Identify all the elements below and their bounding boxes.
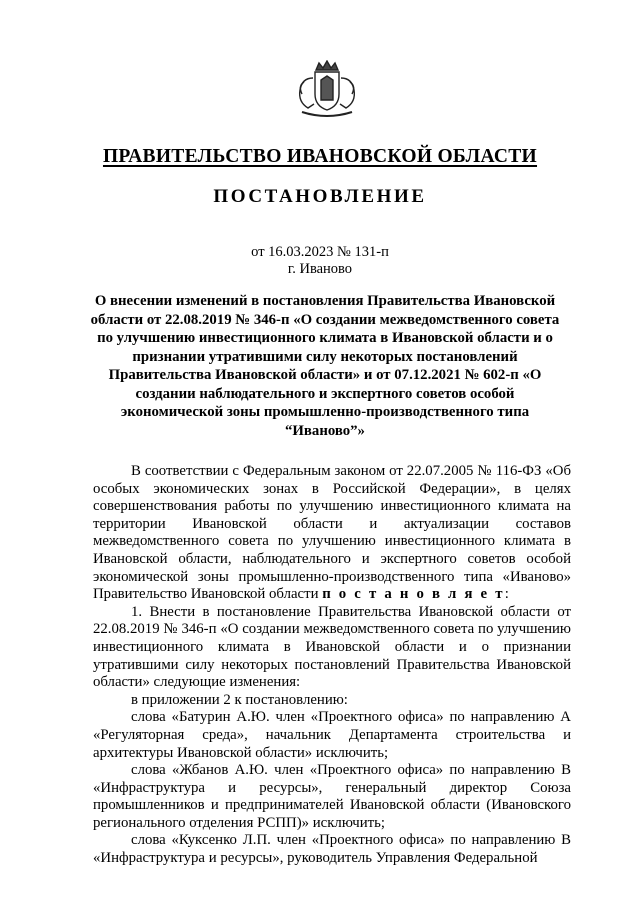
item-1-paragraph: 1. Внести в постановление Правительства Ивановской области от 22.08.2019 № 346-п «О создании межведомственного совета по улучшению инвестиционного климата в Ивановской области и о признании утратившими силу некоторых постановлений Правительства Ивановской области» следующие изменения: xyxy=(93,603,571,691)
preamble-text: В соответствии с Федеральным законом от 22.07.2005 № 116-ФЗ «Об особых экономических зонах в Российской Федерации», в целях совершенствования работы по улучшению инвестиционного климата на территории Ивановской области и актуализации составов межведомственного совета по улучшению инвестиционного климата в Ивановской области, наблюдательного и экспертного советов особой экономической зоны промышленно-производственного типа «Иваново» Правительство Ивановской области xyxy=(93,463,571,603)
change-1-paragraph: слова «Батурин А.Ю. член «Проектного офиса» по направлению А «Регуляторная среда», начальник Департамента строительства и архитектуры Ивановской области» исключить; xyxy=(93,709,571,761)
decree-colon: : xyxy=(504,586,509,603)
item-1-sub-paragraph: в приложении 2 к постановлению: xyxy=(131,691,348,708)
city: г. Иваново xyxy=(287,261,353,277)
document-type: ПОСТАНОВЛЕНИЕ xyxy=(213,186,427,207)
preamble-paragraph xyxy=(93,463,571,604)
decree-word: п о с т а н о в л я е т xyxy=(322,586,505,603)
coat-of-arms-emblem xyxy=(294,60,360,120)
change-3-paragraph: слова «Куксенко Л.П. член «Проектного офиса» по направлению В «Инфраструктура и ресурсы», руководитель Управления Федеральной xyxy=(93,832,571,867)
document-body xyxy=(93,463,571,868)
date-and-number: от 16.03.2023 № 131-п xyxy=(251,244,389,260)
government-name: ПРАВИТЕЛЬСТВО ИВАНОВСКОЙ ОБЛАСТИ xyxy=(102,146,538,167)
document-meta xyxy=(0,244,640,278)
change-2-paragraph: слова «Жбанов А.Ю. член «Проектного офиса» по направлению В «Инфраструктура и ресурсы», генеральный директор Союза промышленников и предпринимателей Ивановской области (Ивановского регионального отделения РСПП)» исключить; xyxy=(93,762,571,831)
document-title: О внесении изменений в постановления Правительства Ивановской области от 22.08.2019 № 346-п «О создании межведомственного совета по улучшению инвестиционного климата в Ивановской области и о признании утратившими силу некоторых постановлений Правительства Ивановской области» и от 07.12.2021 № 602-п «О создании наблюдательного и экспертного советов особой экономической зоны промышленно-производственного типа “Иваново”» xyxy=(90,293,560,439)
